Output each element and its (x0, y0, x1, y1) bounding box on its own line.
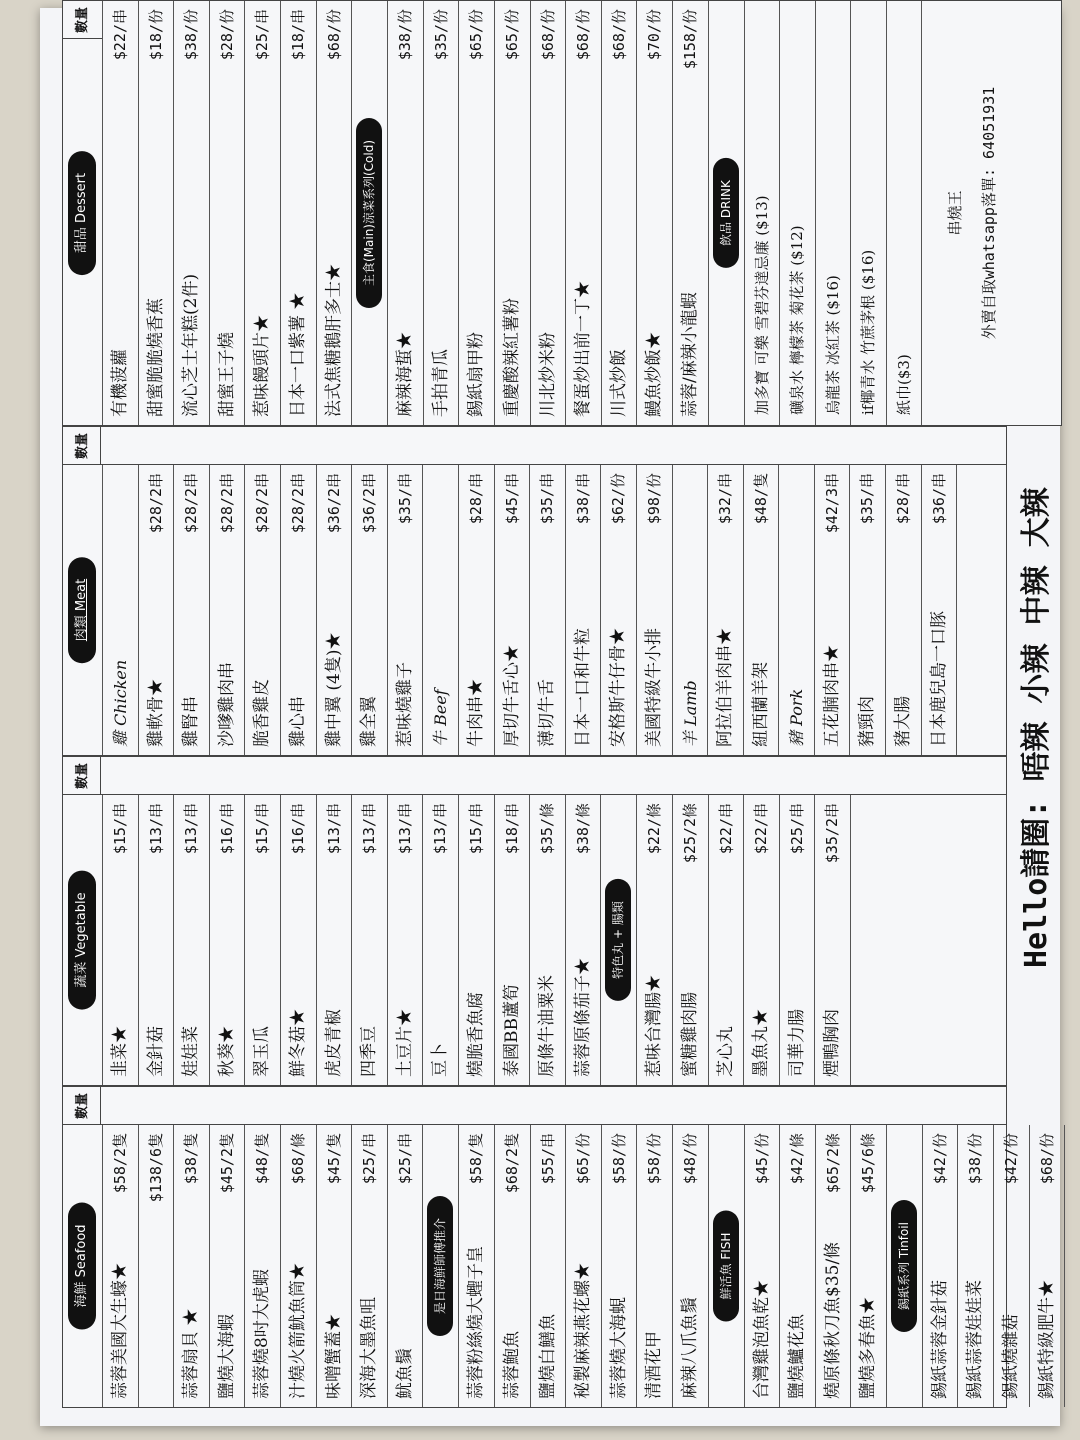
menu-item (673, 1, 709, 425)
footer (1007, 0, 1062, 1408)
menu-item-price: $36/2串 (324, 473, 343, 534)
menu-item-price: $45/2隻 (217, 1133, 236, 1194)
menu-item-price: $28/串 (894, 473, 913, 525)
menu-item-name: 秘製麻辣燕花螺★ (573, 1263, 594, 1399)
menu-item-price: $15/串 (466, 803, 485, 855)
balls-title: 特色丸 + 腸類 (605, 879, 631, 1001)
lamb-label: 羊 Lamb (673, 465, 709, 755)
menu-item-price: $22/串 (716, 803, 735, 855)
menu-item (922, 465, 958, 755)
menu-item-name: 阿拉伯羊肉串★ (715, 628, 736, 747)
menu-item (816, 1125, 852, 1407)
menu-item (245, 795, 281, 1085)
menu-item (815, 795, 851, 1085)
menu-item-price: $42/份 (1002, 1133, 1021, 1185)
menu-item-name: 雞腎串 (181, 696, 202, 747)
menu-item (851, 1125, 887, 1407)
menu-item-price: $38/串 (573, 473, 592, 525)
menu-item-name: 惹味台灣腸★ (644, 975, 665, 1077)
menu-item-name: 錫紙扇甲粉 (466, 332, 487, 417)
pork-label: 豬 Pork (779, 465, 815, 755)
menu-item-price: $42/條 (788, 1133, 807, 1185)
menu-item-name: 燒原條秋刀魚$35/條 (822, 1241, 843, 1399)
seafood-header (63, 1125, 103, 1407)
menu-item (459, 465, 495, 755)
menu-item (174, 465, 210, 755)
menu-item-price: $35/串 (538, 473, 557, 525)
menu-item (388, 1125, 424, 1407)
menu-item-price: $32/串 (716, 473, 735, 525)
menu-item-price: $42/3串 (822, 473, 841, 534)
menu-item-price: $13/串 (182, 803, 201, 855)
menu-item (352, 465, 388, 755)
menu-item-price: $58/隻 (467, 1133, 486, 1185)
menu-item (281, 1, 317, 425)
menu-item-name: 鹽燒鱸花魚 (787, 1314, 808, 1399)
menu-item-price: $25/串 (360, 1133, 379, 1185)
menu-item-price: $13/串 (395, 803, 414, 855)
menu-item-name: 魷魚鬚 (394, 1348, 415, 1399)
menu-item-name: 汁燒火箭魷魚筒★ (287, 1263, 308, 1399)
menu-item-name: 雞中翼 (4隻)★ (323, 632, 344, 747)
menu-item (459, 1125, 495, 1407)
menu-item-name: 豬大腸 (893, 696, 914, 747)
menu-item (388, 465, 424, 755)
menu-item-name: 有機菠蘿 (110, 349, 130, 417)
menu-item-name: 川北炒米粉 (537, 332, 558, 417)
menu-item (174, 795, 210, 1085)
menu-item-name: 蒜蓉美國大生蠔★ (110, 1263, 130, 1399)
menu-item (566, 1125, 602, 1407)
balls-header (601, 795, 637, 1085)
menu-item (530, 795, 566, 1085)
menu-item-price: $68/份 (1037, 1133, 1056, 1185)
menu-item-price: $18/份 (146, 9, 165, 61)
menu-item-price: $16/串 (288, 803, 307, 855)
menu-item (637, 1, 673, 425)
menu-item (531, 1, 567, 425)
menu-item-price: $158/份 (680, 9, 699, 70)
menu-item (708, 465, 744, 755)
menu-item (495, 1, 531, 425)
menu-item-price: $28/2串 (288, 473, 307, 534)
menu-item-price: $58/2隻 (111, 1133, 129, 1194)
menu-item (780, 795, 816, 1085)
qty-header: 數量 (75, 7, 90, 34)
menu-item-price: $25/串 (253, 9, 272, 61)
menu-item (744, 795, 780, 1085)
tinfoil-header (887, 1125, 923, 1407)
menu-item-name: 安格斯牛仔骨★ (608, 628, 629, 747)
vegetable-column (62, 756, 1007, 1086)
menu-item-name: 翠玉瓜 (252, 1026, 273, 1077)
menu-item-price: $35/條 (538, 803, 557, 855)
menu-item-name: 原條牛油粟米 (537, 975, 558, 1077)
shop-name: 串燒王 (946, 190, 965, 236)
menu-item (923, 1125, 959, 1407)
menu-item-price: $28/串 (466, 473, 485, 525)
menu-item (103, 795, 139, 1085)
menu-item-price: $25/2條 (680, 803, 699, 864)
drink-header (709, 1, 745, 425)
menu-item-price: $28/份 (217, 9, 236, 61)
menu-item (245, 1125, 281, 1407)
menu-item-price: $35/串 (858, 473, 877, 525)
menu-item-name: 沙嗲雞肉串 (216, 662, 237, 747)
menu-item-price: $22/串 (752, 803, 771, 855)
menu-item-name: 燒脆香魚腐 (465, 992, 486, 1077)
special-title: 是日海鮮師傅推介 (427, 1196, 453, 1336)
dessert-title: 甜品 Dessert (68, 151, 96, 275)
menu-item-name: 錫紙蒜蓉娃娃菜 (965, 1280, 986, 1399)
menu-item-price: $36/2串 (360, 473, 379, 534)
menu-item-price: $22/條 (645, 803, 664, 855)
menu-item-name: 法式焦糖鵝肝多士★ (323, 264, 344, 417)
menu-item-name: 蒜蓉鮑魚 (501, 1331, 522, 1399)
menu-item (531, 1125, 567, 1407)
menu-item-name: 墨魚丸★ (751, 1009, 772, 1077)
menu-item-name: 日本一口和牛粒 (572, 628, 593, 747)
menu-item (745, 1125, 781, 1407)
menu-item-name: 惹味燒雞子 (394, 662, 415, 747)
menu-item-price: $65/份 (467, 9, 486, 61)
meat-header (63, 465, 103, 755)
menu-item-price: $68/2隻 (502, 1133, 521, 1194)
menu-item-name: 蒜蓉扇貝 ★ (181, 1308, 202, 1399)
menu-item-price: $68/份 (609, 9, 628, 61)
menu-item-price: $16/串 (217, 803, 236, 855)
menu-item (530, 465, 566, 755)
drink-title: 飲品 DRINK (713, 158, 739, 268)
menu-item (245, 465, 281, 755)
menu-item (210, 795, 246, 1085)
menu-item-price: $45/6條 (859, 1133, 878, 1194)
fish-title: 鮮活魚 FISH (713, 1211, 739, 1322)
menu-item-price: $45/隻 (324, 1133, 343, 1185)
menu-item-price: $28/2串 (182, 473, 201, 534)
menu-item (637, 795, 673, 1085)
menu-item-price: $58/份 (609, 1133, 628, 1185)
menu-item-price: $22/串 (111, 9, 129, 61)
menu-item-name: 蒜蓉燒8吋大虎蝦 (252, 1269, 273, 1399)
menu-item-name: 紐西蘭羊架 (750, 662, 771, 747)
menu-item-name: 司華力腸 (786, 1009, 807, 1077)
menu-item (388, 795, 424, 1085)
menu-item (815, 465, 851, 755)
menu-item-name: 麻辣八爪魚鬚 (679, 1297, 700, 1399)
menu-item-price: $35/份 (431, 9, 450, 61)
qty-column (63, 427, 1006, 465)
menu-item-price: $68/條 (288, 1133, 307, 1185)
menu-item-name: 薄切牛舌 (537, 679, 558, 747)
menu-item-price: $18/串 (502, 803, 521, 855)
menu-item (139, 465, 175, 755)
menu-item-name: 深海大墨魚咀 (359, 1297, 380, 1399)
menu-item (317, 1125, 353, 1407)
menu-item-name: 五花腩肉串★ (821, 645, 842, 747)
menu-item (103, 1125, 139, 1407)
qty-header: 數量 (65, 1087, 101, 1125)
menu-item (424, 1, 460, 425)
drink-line: 礦泉水 檸檬茶 菊花茶 ($12) (780, 1, 816, 425)
menu-item-price: $98/份 (644, 473, 663, 525)
menu-item-price: $48/隻 (751, 473, 770, 525)
menu-item-name: 脆香雞皮 (252, 679, 273, 747)
menu-item-name: 蒜蓉粉絲燒大蟶子皇 (466, 1246, 487, 1399)
menu-item-name: 清酒花甲 (644, 1331, 665, 1399)
menu-item-name: 錫紙特級肥牛★ (1036, 1280, 1057, 1399)
menu-item-price: $18/串 (288, 9, 307, 61)
menu-item-name: 台灣雞泡魚乾★ (751, 1280, 772, 1399)
menu-item-name: 雞全翼 (359, 696, 380, 747)
menu-item-price: $15/串 (253, 803, 272, 855)
menu-item-price: $36/串 (929, 473, 948, 525)
menu-item-name: 牛肉串★ (465, 679, 486, 747)
menu-item-name: 雞心串 (287, 696, 308, 747)
menu-item-name: 蒜蓉燒大海蜆 (608, 1297, 629, 1399)
menu-item (174, 1, 210, 425)
menu-item-name: 豆卜 (430, 1043, 451, 1077)
menu-item (780, 1125, 816, 1407)
vegetable-title: 蔬菜 Vegetable (68, 870, 96, 1009)
menu-item (210, 1, 246, 425)
menu-item-price: $38/份 (182, 9, 201, 61)
drink-line: 烏龍茶 冰紅茶 ($16) (816, 1, 852, 425)
menu-item (637, 465, 673, 755)
qty-header: 數量 (65, 757, 101, 795)
menu-item (886, 465, 922, 755)
menu-item (139, 795, 175, 1085)
menu-item-price: $13/串 (146, 803, 165, 855)
menu-item (317, 795, 353, 1085)
menu-item-name: 秋葵★ (216, 1026, 237, 1077)
menu-item-name: 蒜蓉/麻辣小龍蝦 (679, 292, 700, 417)
qty-column (63, 1087, 1006, 1125)
menu-item-name: 娃娃菜 (181, 1026, 202, 1077)
menu-item-name: 流心芝士年糕(2件) (181, 273, 202, 417)
menu-item (602, 1125, 638, 1407)
menu-item-price: $38/份 (966, 1133, 985, 1185)
menu-item-price: $65/份 (502, 9, 521, 61)
menu-item-name: 錫紙蒜蓉金針菇 (929, 1280, 950, 1399)
main-title: 主食(Main)涼菜系列(Cold) (356, 118, 382, 308)
menu-item-price: $65/2條 (823, 1133, 842, 1194)
menu-item-price: $48/隻 (253, 1133, 272, 1185)
menu-item-name: 麻辣海蜇★ (395, 332, 416, 417)
menu-item-name: 甜蜜脆脆燒香蕉 (145, 298, 166, 417)
menu-item-price: $48/份 (680, 1133, 699, 1185)
menu-item (459, 1, 495, 425)
menu-item-price: $42/份 (930, 1133, 949, 1185)
menu-item-name: 鮮冬菇★ (287, 1009, 308, 1077)
menu-item (245, 1, 281, 425)
seafood-title: 海鮮 Seafood (68, 1202, 96, 1329)
menu-item (601, 465, 637, 755)
menu-item (352, 795, 388, 1085)
menu-item-name: 錫紙燒雜菇 (1001, 1314, 1022, 1399)
fish-header (709, 1125, 745, 1407)
menu-item (673, 1125, 709, 1407)
menu-sheet (62, 0, 1062, 1408)
menu-item-name: 虎皮青椒 (323, 1009, 344, 1077)
vegetable-header (63, 795, 103, 1085)
drink-line: 紙巾($3) (887, 1, 923, 425)
menu-item-price: $13/串 (360, 803, 379, 855)
menu-item-name: 蜜糖雞肉腸 (679, 992, 700, 1077)
menu-item (423, 795, 459, 1085)
menu-item (566, 1, 602, 425)
menu-item-price: $62/份 (609, 473, 628, 525)
menu-item-price: $38/份 (396, 9, 415, 61)
menu-item-price: $55/串 (538, 1133, 557, 1185)
menu-item-price: $45/份 (752, 1133, 771, 1185)
drink-line: if椰青水 竹蔗茅根 ($16) (851, 1, 887, 425)
menu-item (388, 1, 424, 425)
menu-item (352, 1125, 388, 1407)
menu-item-name: 美國特級牛小排 (643, 628, 664, 747)
menu-item-name: 厚切牛舌心★ (501, 645, 522, 747)
menu-item (566, 465, 602, 755)
menu-item-name: 豬頸肉 (857, 696, 878, 747)
menu-item-price: $58/份 (645, 1133, 664, 1185)
menu-item-name: 韭菜★ (110, 1026, 130, 1077)
dessert-column (62, 0, 1062, 426)
menu-item-name: 芝心丸 (715, 1026, 736, 1077)
menu-item (495, 465, 531, 755)
qty-column (63, 757, 1006, 795)
menu-item-price: $28/2串 (146, 473, 165, 534)
menu-item (317, 1, 353, 425)
menu-item-name: 鰻魚炒飯★ (644, 332, 665, 417)
tinfoil-title: 錫紙系列 Tinfoil (891, 1200, 917, 1332)
menu-item-name: 川式炒飯 (608, 349, 629, 417)
menu-item (637, 1125, 673, 1407)
menu-item-name: 惹味饅頭片★ (252, 315, 273, 417)
chicken-label: 雞 Chicken (103, 465, 139, 755)
menu-item (210, 1125, 246, 1407)
drink-line: 加多寶 可樂 雪碧芬達忌廉 ($13) (745, 1, 781, 425)
menu-item-name: 四季豆 (359, 1026, 380, 1077)
menu-item-price: $68/份 (574, 9, 593, 61)
menu-item-name: 味噌蟹蓋★ (323, 1314, 344, 1399)
menu-item-name: 鹽燒白鱔魚 (537, 1314, 558, 1399)
special-header (423, 1125, 459, 1407)
menu-item (744, 465, 780, 755)
menu-item-name: 金針菇 (145, 1026, 166, 1077)
menu-item (317, 465, 353, 755)
menu-item (602, 1, 638, 425)
menu-item (495, 1125, 531, 1407)
menu-item-price: $45/串 (502, 473, 521, 525)
menu-item-price: $68/份 (324, 9, 343, 61)
main-header (352, 1, 388, 425)
menu-item-price: $25/串 (395, 1133, 414, 1185)
menu-item (709, 795, 745, 1085)
menu-item (673, 795, 709, 1085)
menu-item-name: 鹽燒大海蝦 (216, 1314, 237, 1399)
menu-item-name: 重慶酸辣紅薯粉 (501, 298, 522, 417)
menu-item (566, 795, 602, 1085)
menu-item-name: 雞軟骨★ (145, 679, 166, 747)
menu-item (103, 1, 139, 425)
menu-item (281, 465, 317, 755)
whatsapp-order: 外賣自取whatsapp落單: 64051931 (980, 86, 999, 340)
meat-title: 肉類 Meat (68, 557, 96, 663)
menu-item-price: $13/串 (324, 803, 343, 855)
menu-item (210, 465, 246, 755)
menu-item-price: $38/隻 (182, 1133, 201, 1185)
menu-item-price: $68/份 (538, 9, 557, 61)
menu-item-name: 泰國BB蘆筍 (501, 984, 522, 1077)
beef-label: 牛 Beef (423, 465, 459, 755)
menu-item (281, 795, 317, 1085)
menu-item (174, 1125, 210, 1407)
qty-header: 數量 (65, 427, 101, 465)
menu-item-price: $65/份 (574, 1133, 593, 1185)
menu-item-price: $28/2串 (253, 473, 272, 534)
menu-item-name: 手拍青瓜 (430, 349, 451, 417)
menu-item-price: $13/串 (431, 803, 450, 855)
menu-paper (40, 8, 1060, 1426)
menu-item (850, 465, 886, 755)
menu-item (958, 1125, 994, 1407)
meat-column (62, 426, 1007, 756)
menu-item (495, 795, 531, 1085)
dessert-header (63, 1, 103, 425)
menu-item-price: $25/串 (787, 803, 806, 855)
menu-item (281, 1125, 317, 1407)
menu-item-price: $70/份 (645, 9, 664, 61)
menu-item-price: $138/6隻 (146, 1133, 165, 1203)
spice-level-prompt: Hello請圈: 唔辣 小辣 中辣 大辣 (1019, 487, 1054, 968)
menu-item-name: 土豆片★ (394, 1009, 415, 1077)
menu-item (459, 795, 495, 1085)
menu-item-price: $38/條 (573, 803, 592, 855)
menu-item-name: 餐蛋炒出前一丁★ (573, 281, 594, 417)
menu-item (139, 1125, 175, 1407)
menu-item-name: 日本一口紫薯 ★ (287, 292, 308, 417)
menu-item-name: 日本鹿兒島一口豚 (928, 611, 949, 747)
menu-item-price: $15/串 (111, 803, 129, 855)
menu-item-price: $35/2串 (823, 803, 842, 864)
menu-item (139, 1, 175, 425)
menu-item-name: 蒜蓉原條茄子★ (572, 958, 593, 1077)
menu-item-name: 煙鴨胸肉 (822, 1009, 843, 1077)
menu-item-name: 鹽燒多春魚★ (858, 1297, 879, 1399)
menu-item-name: 甜蜜王子燒 (216, 332, 237, 417)
menu-item-price: $35/串 (395, 473, 414, 525)
seafood-column (62, 1086, 1057, 1408)
menu-item-price: $28/2串 (217, 473, 236, 534)
